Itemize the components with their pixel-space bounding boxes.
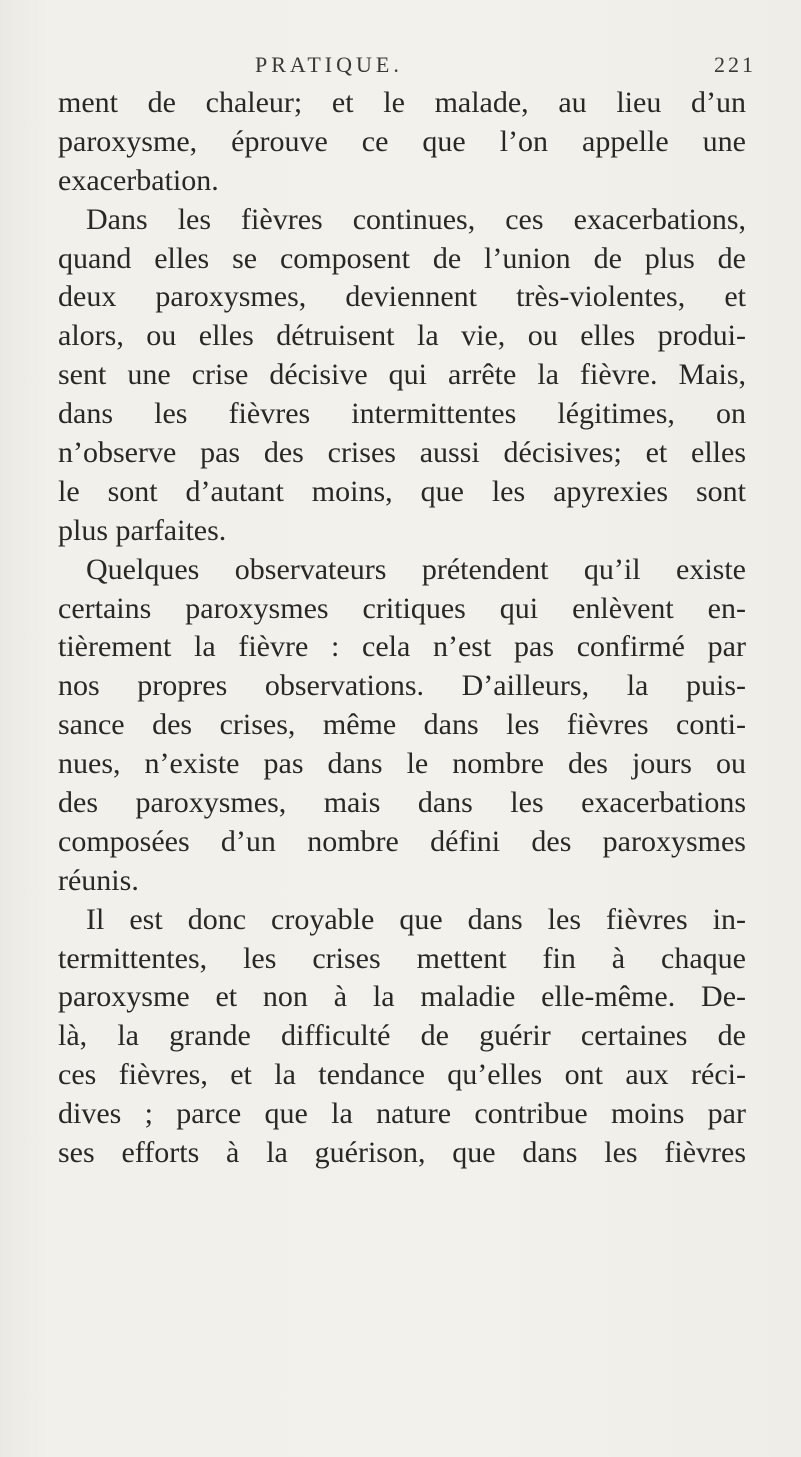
text-line: ces fièvres, et la tendance qu’elles ont aux réci- bbox=[58, 1058, 746, 1092]
text-line: alors, ou elles détruisent la vie, ou elles produi- bbox=[58, 319, 746, 353]
text-line: Il est donc croyable que dans les fièvres in- bbox=[86, 902, 746, 936]
text-line: Dans les fièvres continues, ces exacerbations, bbox=[86, 202, 746, 236]
running-head bbox=[0, 52, 801, 82]
text-line: paroxysme, éprouve ce que l’on appelle une bbox=[58, 124, 746, 158]
text-line: tièrement la fièvre : cela n’est pas confirmé par bbox=[58, 630, 746, 664]
text-line: ment de chaleur; et le malade, au lieu d’un bbox=[58, 86, 746, 119]
text-line: Quelques observateurs prétendent qu’il existe bbox=[86, 552, 746, 586]
text-line: deux paroxysmes, deviennent très-violentes, et bbox=[58, 280, 746, 314]
text-line: composées d’un nombre défini des paroxysmes bbox=[58, 824, 746, 858]
text-line: plus parfaites. bbox=[58, 513, 227, 547]
text-line: réunis. bbox=[58, 863, 139, 897]
text-line: sance des crises, même dans les fièvres conti- bbox=[58, 708, 746, 742]
text-line: nues, n’existe pas dans le nombre des jours ou bbox=[58, 747, 746, 781]
text-line: le sont d’autant moins, que les apyrexies sont bbox=[58, 474, 746, 508]
text-line: certains paroxysmes critiques qui enlèvent en- bbox=[58, 591, 746, 625]
text-line: sent une crise décisive qui arrête la fièvre. Mais, bbox=[58, 358, 746, 392]
text-line: dans les fièvres intermittentes légitimes, on bbox=[58, 397, 746, 431]
text-line: ses efforts à la guérison, que dans les fièvres bbox=[58, 1136, 746, 1170]
text-line: quand elles se composent de l’union de plus de bbox=[58, 241, 746, 275]
page-number: 221 bbox=[714, 52, 756, 77]
text-line: là, la grande difficulté de guérir certaines de bbox=[58, 1019, 746, 1053]
text-line: dives ; parce que la nature contribue moins par bbox=[58, 1097, 746, 1131]
text-line: exacerbation. bbox=[58, 163, 219, 197]
text-line: des paroxysmes, mais dans les exacerbations bbox=[58, 786, 746, 820]
text-line: n’observe pas des crises aussi décisives; et elles bbox=[58, 436, 746, 470]
text-line: nos propres observations. D’ailleurs, la puis- bbox=[58, 669, 746, 703]
running-title: PRATIQUE. bbox=[255, 52, 403, 77]
text-line: termittentes, les crises mettent fin à chaque bbox=[58, 941, 746, 975]
text-line: paroxysme et non à la maladie elle-même. De- bbox=[58, 980, 746, 1014]
body-text bbox=[58, 84, 746, 1173]
